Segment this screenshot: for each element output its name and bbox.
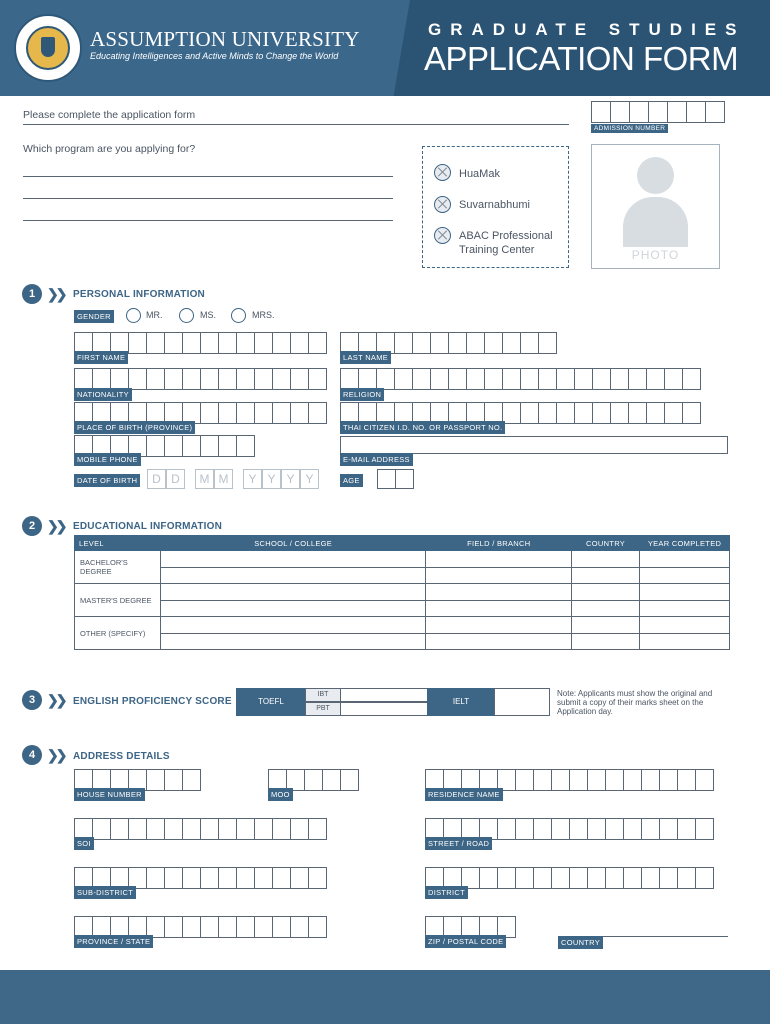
country-label: COUNTRY bbox=[558, 936, 603, 949]
english-note: Note: Applicants must show the original and submit a copy of their marks sheet on the Application day. bbox=[557, 689, 713, 716]
dob-month-2[interactable]: M bbox=[214, 469, 233, 489]
section-title-personal: PERSONAL INFORMATION bbox=[73, 289, 205, 300]
master-year-cell[interactable] bbox=[640, 584, 730, 601]
sub-district-label: SUB-DISTRICT bbox=[74, 886, 136, 899]
program-line-2[interactable] bbox=[23, 198, 393, 199]
gender-radio-ms[interactable] bbox=[179, 308, 194, 323]
campus-label-huamak: HuaMak bbox=[459, 168, 500, 180]
bachelor-field-cell[interactable] bbox=[426, 551, 572, 568]
education-table bbox=[74, 535, 730, 650]
residence-name-label: RESIDENCE NAME bbox=[425, 788, 503, 801]
email-field[interactable] bbox=[340, 436, 728, 454]
row-label-bachelor: BACHELOR'S DEGREE bbox=[75, 551, 161, 584]
district-boxes[interactable] bbox=[425, 867, 713, 889]
table-row bbox=[75, 567, 730, 584]
person-body-icon bbox=[623, 197, 688, 247]
master-country-cell-2[interactable] bbox=[572, 600, 640, 617]
double-chevron-icon: ❯❯ bbox=[47, 747, 65, 763]
master-field-cell-2[interactable] bbox=[426, 600, 572, 617]
soi-boxes[interactable] bbox=[74, 818, 326, 840]
other-year-cell[interactable] bbox=[640, 617, 730, 634]
form-title: APPLICATION FORM bbox=[424, 40, 739, 77]
religion-label: RELIGION bbox=[340, 388, 384, 401]
col-field: FIELD / BRANCH bbox=[426, 536, 572, 551]
section-title-english: ENGLISH PROFICIENCY SCORE bbox=[73, 696, 232, 707]
footer-band bbox=[0, 970, 770, 1024]
master-school-cell[interactable] bbox=[160, 584, 425, 601]
toefl-label: TOEFL bbox=[236, 688, 306, 716]
table-row bbox=[75, 633, 730, 650]
master-field-cell[interactable] bbox=[426, 584, 572, 601]
bachelor-school-cell-2[interactable] bbox=[160, 567, 425, 584]
program-question: Which program are you applying for? bbox=[23, 143, 196, 155]
gender-radio-mrs[interactable] bbox=[231, 308, 246, 323]
pbt-label: PBT bbox=[305, 702, 341, 716]
bachelor-year-cell[interactable] bbox=[640, 551, 730, 568]
row-label-master: MASTER'S DEGREE bbox=[75, 584, 161, 617]
other-school-cell-2[interactable] bbox=[160, 633, 425, 650]
gender-label: GENDER bbox=[74, 310, 114, 323]
double-chevron-icon: ❯❯ bbox=[47, 286, 65, 302]
id-passport-label: THAI CITIZEN I.D. NO. OR PASSPORT NO. bbox=[340, 421, 505, 434]
bachelor-country-cell-2[interactable] bbox=[572, 567, 640, 584]
seal-shield-icon bbox=[41, 37, 55, 57]
last-name-label: LAST NAME bbox=[340, 351, 391, 364]
campus-label-suvarnabhumi: Suvarnabhumi bbox=[459, 199, 530, 211]
nationality-label: NATIONALITY bbox=[74, 388, 132, 401]
age-boxes[interactable] bbox=[377, 469, 413, 489]
table-row bbox=[75, 600, 730, 617]
religion-boxes[interactable] bbox=[340, 368, 700, 390]
bachelor-year-cell-2[interactable] bbox=[640, 567, 730, 584]
first-name-label: FIRST NAME bbox=[74, 351, 128, 364]
instruction-text: Please complete the application form bbox=[23, 109, 196, 121]
double-chevron-icon: ❯❯ bbox=[47, 692, 65, 708]
campus-checkbox-suvarnabhumi[interactable] bbox=[434, 196, 451, 213]
place-of-birth-label: PLACE OF BIRTH (PROVINCE) bbox=[74, 421, 195, 434]
ielt-label: IELT bbox=[427, 688, 495, 716]
table-row bbox=[75, 584, 730, 601]
seal-emblem bbox=[26, 26, 70, 70]
district-label: DISTRICT bbox=[425, 886, 468, 899]
header-banner bbox=[0, 0, 770, 96]
university-name: ASSUMPTION UNIVERSITY bbox=[90, 27, 360, 51]
row-label-other: OTHER (SPECIFY) bbox=[75, 617, 161, 650]
house-number-label: HOUSE NUMBER bbox=[74, 788, 145, 801]
moo-label: MOO bbox=[268, 788, 293, 801]
section-number-english: 3 bbox=[22, 690, 42, 710]
section-number-education: 2 bbox=[22, 516, 42, 536]
admission-number-boxes[interactable] bbox=[591, 101, 724, 123]
table-row bbox=[75, 551, 730, 568]
table-header-row bbox=[75, 536, 730, 551]
form-supertitle: GRADUATE STUDIES bbox=[428, 20, 746, 39]
other-field-cell-2[interactable] bbox=[426, 633, 572, 650]
program-line-1[interactable] bbox=[23, 176, 393, 177]
photo-box[interactable] bbox=[591, 144, 720, 269]
section-number-personal: 1 bbox=[22, 284, 42, 304]
province-state-label: PROVINCE / STATE bbox=[74, 935, 153, 948]
col-school: SCHOOL / COLLEGE bbox=[160, 536, 425, 551]
soi-label: SOI bbox=[74, 837, 94, 850]
dob-day-1[interactable]: D bbox=[147, 469, 166, 489]
mobile-phone-label: MOBILE PHONE bbox=[74, 453, 141, 466]
age-label: AGE bbox=[340, 474, 363, 487]
section-number-address: 4 bbox=[22, 745, 42, 765]
other-field-cell[interactable] bbox=[426, 617, 572, 634]
campus-checkbox-huamak[interactable] bbox=[434, 164, 451, 181]
dob-year-1[interactable]: Y bbox=[243, 469, 262, 489]
zip-code-label: ZIP / POSTAL CODE bbox=[425, 935, 506, 948]
email-label: E-MAIL ADDRESS bbox=[340, 453, 413, 466]
person-head-icon bbox=[637, 157, 674, 194]
campus-checkbox-abac[interactable] bbox=[434, 227, 451, 244]
col-level: LEVEL bbox=[75, 536, 161, 551]
street-road-label: STREET / ROAD bbox=[425, 837, 492, 850]
dob-day-2[interactable]: D bbox=[166, 469, 185, 489]
other-country-cell[interactable] bbox=[572, 617, 640, 634]
instruction-underline bbox=[23, 124, 569, 125]
dob-year-2[interactable]: Y bbox=[262, 469, 281, 489]
university-motto: Educating Intelligences and Active Minds to Change the World bbox=[90, 51, 339, 61]
gender-option-mrs: MRS. bbox=[252, 310, 275, 320]
section-title-education: EDUCATIONAL INFORMATION bbox=[73, 521, 223, 532]
gender-option-mr: MR. bbox=[146, 310, 163, 320]
master-year-cell-2[interactable] bbox=[640, 600, 730, 617]
ibt-label: IBT bbox=[305, 688, 341, 702]
table-row bbox=[75, 617, 730, 634]
dob-year-3[interactable]: Y bbox=[281, 469, 300, 489]
photo-label: PHOTO bbox=[631, 248, 680, 262]
master-country-cell[interactable] bbox=[572, 584, 640, 601]
admission-number-label: ADMISSION NUMBER bbox=[591, 124, 668, 133]
section-title-address: ADDRESS DETAILS bbox=[73, 751, 170, 762]
col-year: YEAR COMPLETED bbox=[640, 536, 730, 551]
program-line-3[interactable] bbox=[23, 220, 393, 221]
double-chevron-icon: ❯❯ bbox=[47, 518, 65, 534]
dob-label: DATE OF BIRTH bbox=[74, 474, 140, 487]
master-school-cell-2[interactable] bbox=[160, 600, 425, 617]
ielt-score-field[interactable] bbox=[494, 688, 550, 716]
other-country-cell-2[interactable] bbox=[572, 633, 640, 650]
other-year-cell-2[interactable] bbox=[640, 633, 730, 650]
bachelor-field-cell-2[interactable] bbox=[426, 567, 572, 584]
other-school-cell[interactable] bbox=[160, 617, 425, 634]
gender-radio-mr[interactable] bbox=[126, 308, 141, 323]
gender-option-ms: MS. bbox=[200, 310, 217, 320]
dob-month-1[interactable]: M bbox=[195, 469, 214, 489]
nationality-boxes[interactable] bbox=[74, 368, 326, 390]
campus-label-abac: ABAC Professional Training Center bbox=[459, 230, 553, 256]
bachelor-country-cell[interactable] bbox=[572, 551, 640, 568]
university-seal bbox=[14, 14, 82, 82]
ibt-score-field[interactable] bbox=[340, 688, 428, 702]
dob-year-4[interactable]: Y bbox=[300, 469, 319, 489]
bachelor-school-cell[interactable] bbox=[160, 551, 425, 568]
col-country: COUNTRY bbox=[572, 536, 640, 551]
pbt-score-field[interactable] bbox=[340, 702, 428, 716]
